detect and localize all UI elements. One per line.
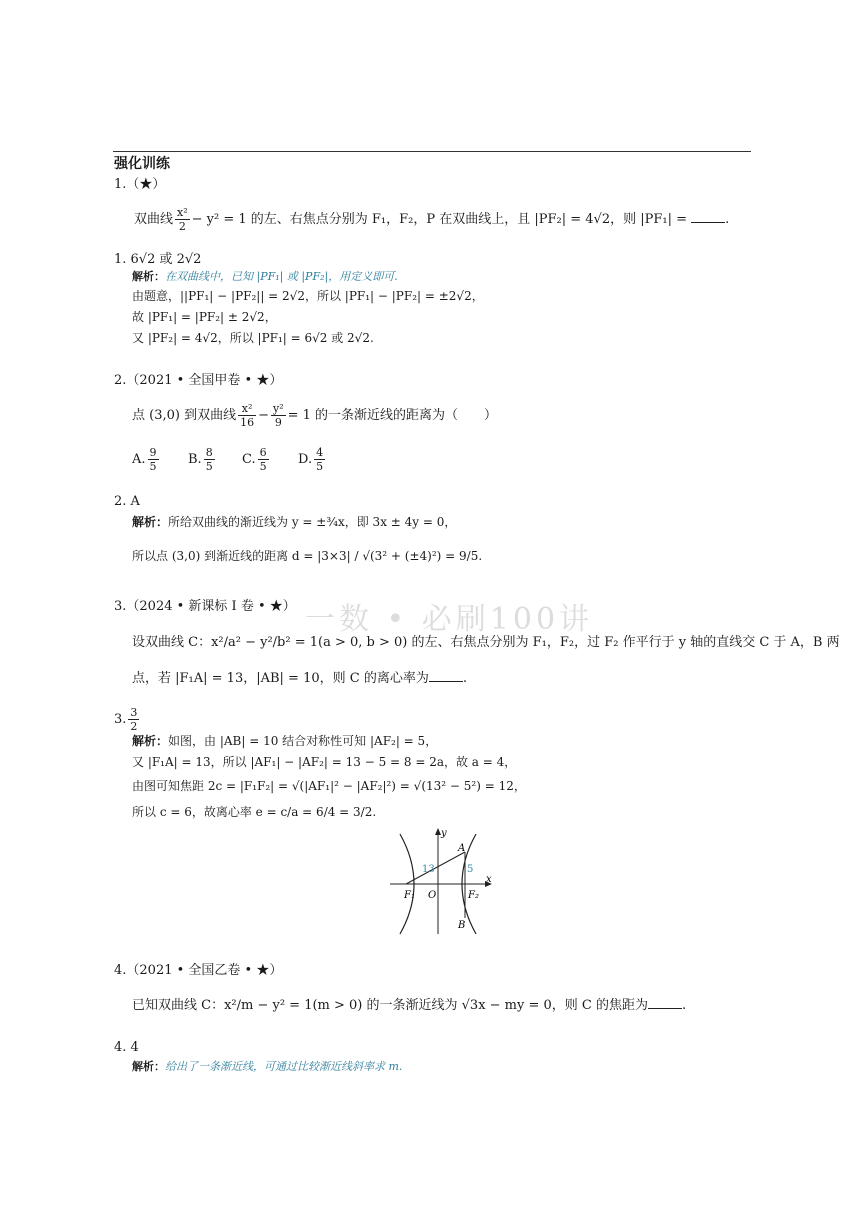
q4-answer: 4. 4 bbox=[114, 1040, 139, 1055]
f1-label: F₁ bbox=[404, 890, 415, 901]
q1-line-3: 又 |PF₂| = 4√2，所以 |PF₁| = 6√2 或 2√2. bbox=[132, 331, 374, 345]
q2-header: 2.（2021 • 全国甲卷 • ★） bbox=[114, 373, 283, 388]
q1-answer: 1. 6√2 或 2√2 bbox=[114, 252, 202, 267]
q2-answer: 2. A bbox=[114, 494, 140, 509]
q2-stem: 点 (3,0) 到双曲线 $\frac{\text{x²}}{16}$ − $\frac{\text{y²}}{9}$ = 1 的一条渐近线的距离为（ ） bbox=[132, 402, 498, 429]
q2-line-1: 解析：所给双曲线的渐近线为 y = ±¾x，即 3x ± 4y = 0， bbox=[132, 515, 457, 529]
q2-line-2: 所以点 (3,0) 到渐近线的距离 d = |3×3| / √(3² + (±4)²) = 9/5. bbox=[132, 549, 483, 563]
q2-option-c: C. $\frac{6}{5}$ bbox=[242, 446, 267, 473]
q2-option-b: B. $\frac{8}{5}$ bbox=[188, 446, 213, 473]
q1-analysis: 解析：在双曲线中，已知 |PF₁| 或 |PF₂|，用定义即可. bbox=[132, 270, 398, 283]
q3-line-1: 解析：如图，由 |AB| = 10 结合对称性可知 |AF₂| = 5， bbox=[132, 734, 438, 748]
q2-option-a: A. $\frac{9}{5}$ bbox=[132, 446, 157, 473]
q2-frac-2: $\frac{\text{y²}}{9}$ bbox=[273, 402, 284, 429]
q1-line-2: 故 |PF₁| = |PF₂| ± 2√2， bbox=[132, 310, 277, 324]
q3-answer: 3. $\frac{3}{2}$ bbox=[114, 706, 138, 733]
q1-frac: $\frac{\text{x²}}{2}$ bbox=[177, 206, 188, 233]
hyperbola-diagram bbox=[388, 826, 498, 936]
length-13-label: 13 bbox=[422, 864, 435, 875]
q4-header: 4.（2021 • 全国乙卷 • ★） bbox=[114, 963, 283, 978]
q3-stem-1: 设双曲线 C：x²/a² − y²/b² = 1(a > 0, b > 0) 的左、右焦点分别为 F₁，F₂，过 F₂ 作平行于 y 轴的直线交 C 于 A，B 两 bbox=[132, 635, 840, 650]
q1-stem: 双曲线 $\frac{\text{x²}}{2}$ − y² = 1 的左、右焦点分别为 F₁，F₂，P 在双曲线上，且 |PF₂| = 4√2，则 |PF₁| = . bbox=[134, 206, 730, 233]
point-a-label: A bbox=[458, 843, 466, 854]
segment-f1a bbox=[406, 852, 465, 884]
q3-line-3: 由图可知焦距 2c = |F₁F₂| = √(|AF₁|² − |AF₂|²) = √(13² − 5²) = 12， bbox=[132, 779, 526, 793]
q3-header: 3.（2024 • 新课标 I 卷 • ★） bbox=[114, 599, 296, 614]
q4-analysis: 解析：给出了一条渐近线，可通过比较渐近线斜率求 m. bbox=[132, 1060, 403, 1073]
q1-header: 1.（★） bbox=[114, 177, 166, 192]
q3-line-4: 所以 c = 6，故离心率 e = c/a = 6/4 = 3/2. bbox=[132, 805, 377, 819]
watermark: 一数 • 必刷100讲 bbox=[305, 602, 594, 637]
length-5-label: 5 bbox=[467, 864, 474, 875]
q2-option-d: D. $\frac{4}{5}$ bbox=[298, 446, 324, 473]
f2-label: F₂ bbox=[468, 890, 479, 901]
origin-label: O bbox=[428, 890, 437, 901]
section-title: 强化训练 bbox=[114, 156, 170, 172]
y-label: y bbox=[441, 828, 447, 839]
x-label: x bbox=[486, 874, 492, 885]
point-b-label: B bbox=[458, 920, 466, 931]
q3-stem-2: 点，若 |F₁A| = 13，|AB| = 10，则 C 的离心率为 . bbox=[132, 671, 467, 686]
q1-line-1: 由题意，||PF₁| − |PF₂|| = 2√2，所以 |PF₁| − |PF₂| = ±2√2， bbox=[132, 289, 484, 303]
q4-stem: 已知双曲线 C：x²/m − y² = 1(m > 0) 的一条渐近线为 √3x − my = 0，则 C 的焦距为 . bbox=[132, 998, 687, 1013]
top-rule bbox=[113, 151, 751, 152]
q3-line-2: 又 |F₁A| = 13，所以 |AF₁| − |AF₂| = 13 − 5 = 8 = 2a，故 a = 4， bbox=[132, 755, 517, 769]
q2-frac-1: $\frac{\text{x²}}{16}$ bbox=[240, 402, 255, 429]
q1-blank bbox=[691, 212, 725, 223]
